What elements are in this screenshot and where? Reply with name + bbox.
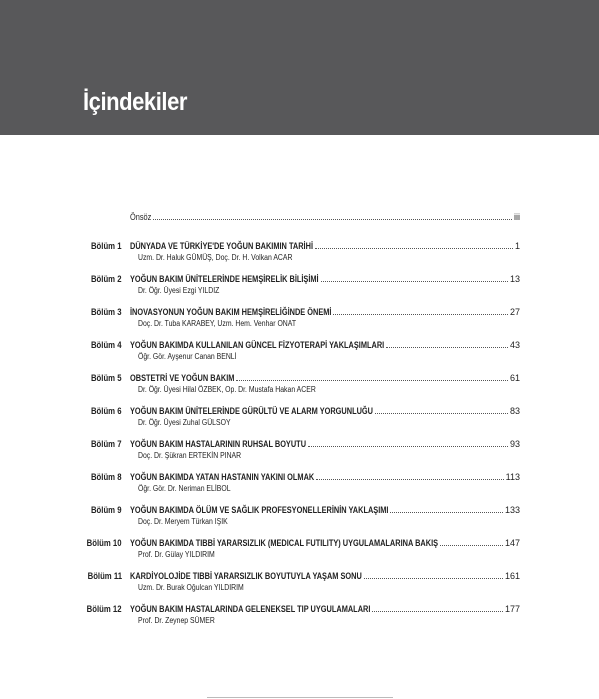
chapter-title: Önsöz <box>130 212 152 222</box>
chapter-title: YOĞUN BAKIM HASTALARININ RUHSAL BOYUTU <box>130 439 307 449</box>
page-number: 161 <box>504 571 520 581</box>
page-number: 1 <box>514 241 520 251</box>
chapter-number: Bölüm 4 <box>91 340 122 350</box>
toc-entry[interactable] <box>60 537 520 560</box>
chapter-author: Öğr. Gör. Dr. Neriman ELİBOL <box>138 484 231 493</box>
chapter-author: Uzm. Dr. Haluk GÜMÜŞ, Doç. Dr. H. Volkan ACAR <box>138 253 293 262</box>
toc-entry[interactable] <box>60 339 520 362</box>
chapter-title: YOĞUN BAKIMDA ÖLÜM VE SAĞLIK PROFESYONELLERİNİN YAKLAŞIMI <box>130 505 389 515</box>
page-number: 43 <box>509 340 520 350</box>
chapter-author: Dr. Öğr. Üyesi Zuhal GÜLSOY <box>138 418 231 427</box>
chapter-title: OBSTETRİ VE YOĞUN BAKIM <box>130 373 235 383</box>
leader-dots <box>440 545 503 546</box>
toc-entry[interactable] <box>60 405 520 428</box>
chapter-title: YOĞUN BAKIMDA YATAN HASTANIN YAKINI OLMAK <box>130 472 315 482</box>
chapter-number: Bölüm 5 <box>91 373 122 383</box>
toc-entry[interactable] <box>60 603 520 626</box>
chapter-author: Doç. Dr. Şükran ERTEKİN PINAR <box>138 451 242 460</box>
chapter-number: Bölüm 2 <box>91 274 122 284</box>
toc-entry[interactable] <box>60 504 520 527</box>
table-of-contents <box>60 211 520 636</box>
chapter-title: DÜNYADA VE TÜRKİYE'DE YOĞUN BAKIMIN TARİHİ <box>130 241 314 251</box>
chapter-number: Bölüm 9 <box>91 505 122 515</box>
chapter-number <box>60 211 130 223</box>
toc-entry[interactable] <box>60 273 520 296</box>
chapter-title: YOĞUN BAKIM HASTALARINDA GELENEKSEL TIP UYGULAMALARI <box>130 604 371 614</box>
chapter-number: Bölüm 1 <box>91 241 122 251</box>
chapter-number: Bölüm 12 <box>87 604 122 614</box>
chapter-author: Prof. Dr. Zeynep SÜMER <box>138 616 215 625</box>
leader-dots <box>364 578 503 579</box>
leader-dots <box>375 413 508 414</box>
chapter-title: İNOVASYONUN YOĞUN BAKIM HEMŞİRELİĞİNDE ÖNEMİ <box>130 307 332 317</box>
toc-entry[interactable] <box>60 438 520 461</box>
leader-dots <box>390 512 503 513</box>
chapter-number: Bölüm 8 <box>91 472 122 482</box>
page-number: iii <box>514 212 520 222</box>
leader-dots <box>316 479 503 480</box>
chapter-author: Doç. Dr. Tuba KARABEY, Uzm. Hem. Venhar ONAT <box>138 319 297 328</box>
page-number: 113 <box>505 472 520 482</box>
leader-dots <box>153 219 512 220</box>
chapter-number: Bölüm 11 <box>87 571 122 581</box>
chapter-number: Bölüm 3 <box>91 307 122 317</box>
chapter-title: YOĞUN BAKIMDA TIBBİ YARARSIZLIK (MEDICAL FUTILITY) UYGULAMALARINA BAKIŞ <box>130 538 439 548</box>
page-number: 83 <box>509 406 520 416</box>
chapter-author: Doç. Dr. Meryem Türkan IŞIK <box>138 517 228 526</box>
page-number: 27 <box>509 307 520 317</box>
chapter-author: Dr. Öğr. Üyesi Ezgi YILDIZ <box>138 286 220 295</box>
chapter-author: Dr. Öğr. Üyesi Hilal ÖZBEK, Op. Dr. Mustafa Hakan ACER <box>138 385 316 394</box>
chapter-title: KARDİYOLOJİDE TIBBİ YARARSIZLIK BOYUTUYLA YAŞAM SONU <box>130 571 362 581</box>
page-number: 61 <box>509 373 520 383</box>
toc-entry-preface[interactable] <box>60 211 520 223</box>
chapter-author: Prof. Dr. Gülay YILDIRIM <box>138 550 215 559</box>
toc-entry[interactable] <box>60 471 520 494</box>
leader-dots <box>315 248 513 249</box>
chapter-author: Öğr. Gör. Ayşenur Canan BENLİ <box>138 352 237 361</box>
footer-divider <box>207 697 393 698</box>
leader-dots <box>372 611 503 612</box>
leader-dots <box>386 347 508 348</box>
chapter-list <box>60 240 520 626</box>
page-number: 13 <box>509 274 520 284</box>
chapter-title: YOĞUN BAKIMDA KULLANILAN GÜNCEL FİZYOTERAPİ YAKLAŞIMLARI <box>130 340 385 350</box>
leader-dots <box>333 314 508 315</box>
chapter-title: YOĞUN BAKIM ÜNİTELERİNDE HEMŞİRELİK BİLİŞİMİ <box>130 274 319 284</box>
page-number: 133 <box>504 505 520 515</box>
chapter-number: Bölüm 10 <box>87 538 122 548</box>
toc-entry[interactable] <box>60 240 520 263</box>
chapter-number: Bölüm 7 <box>91 439 122 449</box>
toc-entry[interactable] <box>60 372 520 395</box>
page-title: İçindekiler <box>83 88 187 116</box>
toc-entry[interactable] <box>60 570 520 593</box>
chapter-title: YOĞUN BAKIM ÜNİTELERİNDE GÜRÜLTÜ VE ALARM YORGUNLUĞU <box>130 406 374 416</box>
leader-dots <box>321 281 508 282</box>
page-number: 93 <box>509 439 520 449</box>
chapter-number: Bölüm 6 <box>91 406 122 416</box>
page-number: 147 <box>504 538 520 548</box>
toc-entry[interactable] <box>60 306 520 329</box>
header-banner <box>0 0 599 135</box>
leader-dots <box>308 446 508 447</box>
page-number: 177 <box>504 604 520 614</box>
leader-dots <box>236 380 508 381</box>
chapter-author: Uzm. Dr. Burak Oğulcan YILDIRIM <box>138 583 244 592</box>
